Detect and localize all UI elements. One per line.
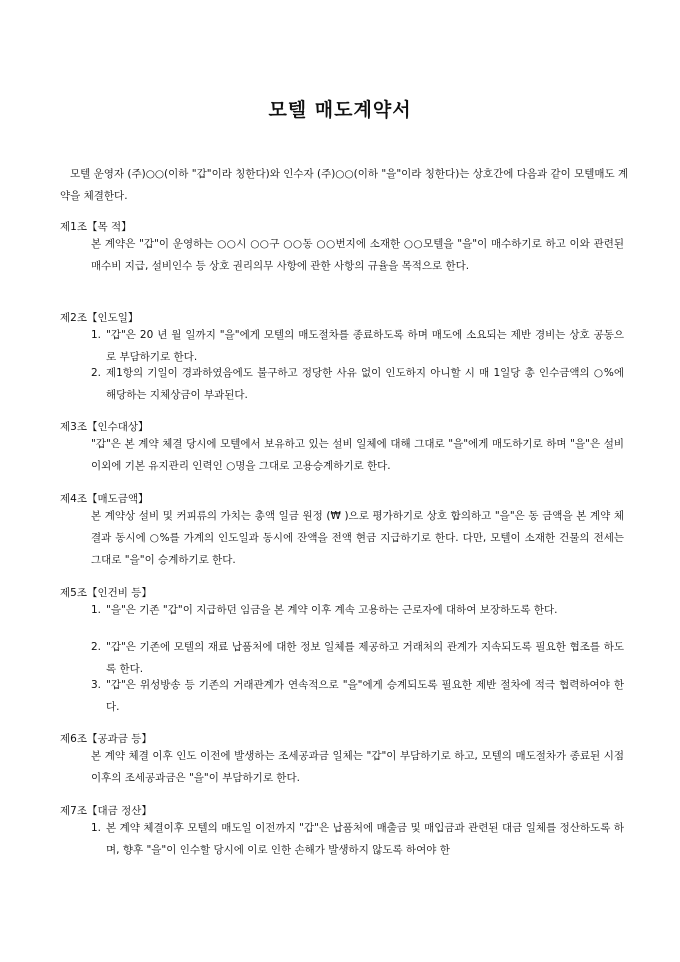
article-5-item-1	[91, 599, 624, 621]
article-6-body: 본 계약 체결 이후 인도 이전에 발생하는 조세공과금 일체는 "갑"이 부담하기로 하고, 모텔의 매도절차가 종료된 시점 이후의 조세공과금은 "을"이 부담하기로 한다.	[91, 750, 624, 784]
article-6-title: 제6조【공과금 등】	[60, 733, 152, 745]
item-number: 1.	[91, 822, 102, 834]
item-text: 제1항의 기일이 경과하였음에도 불구하고 정당한 사유 없이 인도하지 아니할 시 매 1일당 총 인수금액의 ○%에 해당하는 지체상금이 부과된다.	[106, 367, 624, 401]
article-1-body: 본 계약은 "갑"이 운영하는 ○○시 ○○구 ○○동 ○○번지에 소재한 ○○모텔을 "을"이 매수하기로 하고 이와 관련된 매수비 지급, 설비인수 등 상호 권리의무 사항에 관한 사항의 규율을 목적으로 한다.	[91, 238, 624, 272]
item-number: 2.	[91, 367, 102, 379]
intro-paragraph: 모텔 운영자 (주)○○(이하 "갑"이라 칭한다)와 인수자 (주)○○(이하 "을"이라 칭한다)는 상호간에 다음과 같이 모텔매도 계약을 체결한다.	[60, 168, 629, 202]
item-text: "갑"은 기존에 모텔의 재료 납품처에 대한 정보 일체를 제공하고 거래처의 관계가 지속되도록 필요한 협조를 하도록 한다.	[106, 641, 624, 675]
article-2-title: 제2조【인도일】	[60, 312, 139, 324]
article-3-title: 제3조【인수대상】	[60, 421, 149, 433]
item-number: 2.	[91, 641, 102, 653]
document-title: 모텔 매도계약서	[268, 99, 412, 121]
article-2-item-2	[91, 362, 624, 406]
item-number: 1.	[91, 604, 102, 616]
item-number: 1.	[91, 329, 102, 341]
item-text: 본 계약 체결이후 모텔의 매도일 이전까지 "갑"은 납품처에 매출금 및 매입금과 관련된 대금 일체를 정산하도록 하며, 향후 "을"이 인수할 당시에 이로 인한 손해가 발생하지 않도록 하여야 한	[106, 822, 624, 856]
item-text: "갑"은 20 년 월 일까지 "을"에게 모텔의 매도절차를 종료하도록 하며 매도에 소요되는 제반 경비는 상호 공동으로 부담하기로 한다.	[106, 329, 624, 363]
article-4-body: 본 계약상 설비 및 커피류의 가치는 총액 일금 원정 (₩ )으로 평가하기로 상호 합의하고 "을"은 동 금액을 본 계약 체결과 동시에 ○%를 가계의 인도일과 동시에 잔액을 전액 현금 지급하기로 한다. 다만, 모텔이 소재한 건물의 전세는 그대로 "을"이 승계하기로 한다.	[91, 510, 624, 566]
item-text: "을"은 기존 "갑"이 지급하던 임금을 본 계약 이후 계속 고용하는 근로자에 대하여 보장하도록 한다.	[106, 604, 558, 616]
article-7-title: 제7조【대금 정산】	[60, 805, 152, 817]
article-4-title: 제4조【매도금액】	[60, 493, 149, 505]
article-1-title: 제1조【목 적】	[60, 221, 132, 233]
article-7-item-1	[91, 817, 624, 861]
item-number: 3.	[91, 679, 102, 691]
article-5-item-3	[91, 674, 624, 718]
article-3-body: "갑"은 본 계약 체결 당시에 모텔에서 보유하고 있는 설비 일체에 대해 그대로 "을"에게 매도하기로 하며 "을"은 설비 이외에 기본 유지관리 인력인 ○명을 그대로 고용승계하기로 한다.	[91, 438, 624, 472]
item-text: "갑"은 위성방송 등 기존의 거래관계가 연속적으로 "을"에게 승계되도록 필요한 제반 절차에 적극 협력하여야 한다.	[106, 679, 624, 713]
article-5-title: 제5조【인건비 등】	[60, 587, 152, 599]
